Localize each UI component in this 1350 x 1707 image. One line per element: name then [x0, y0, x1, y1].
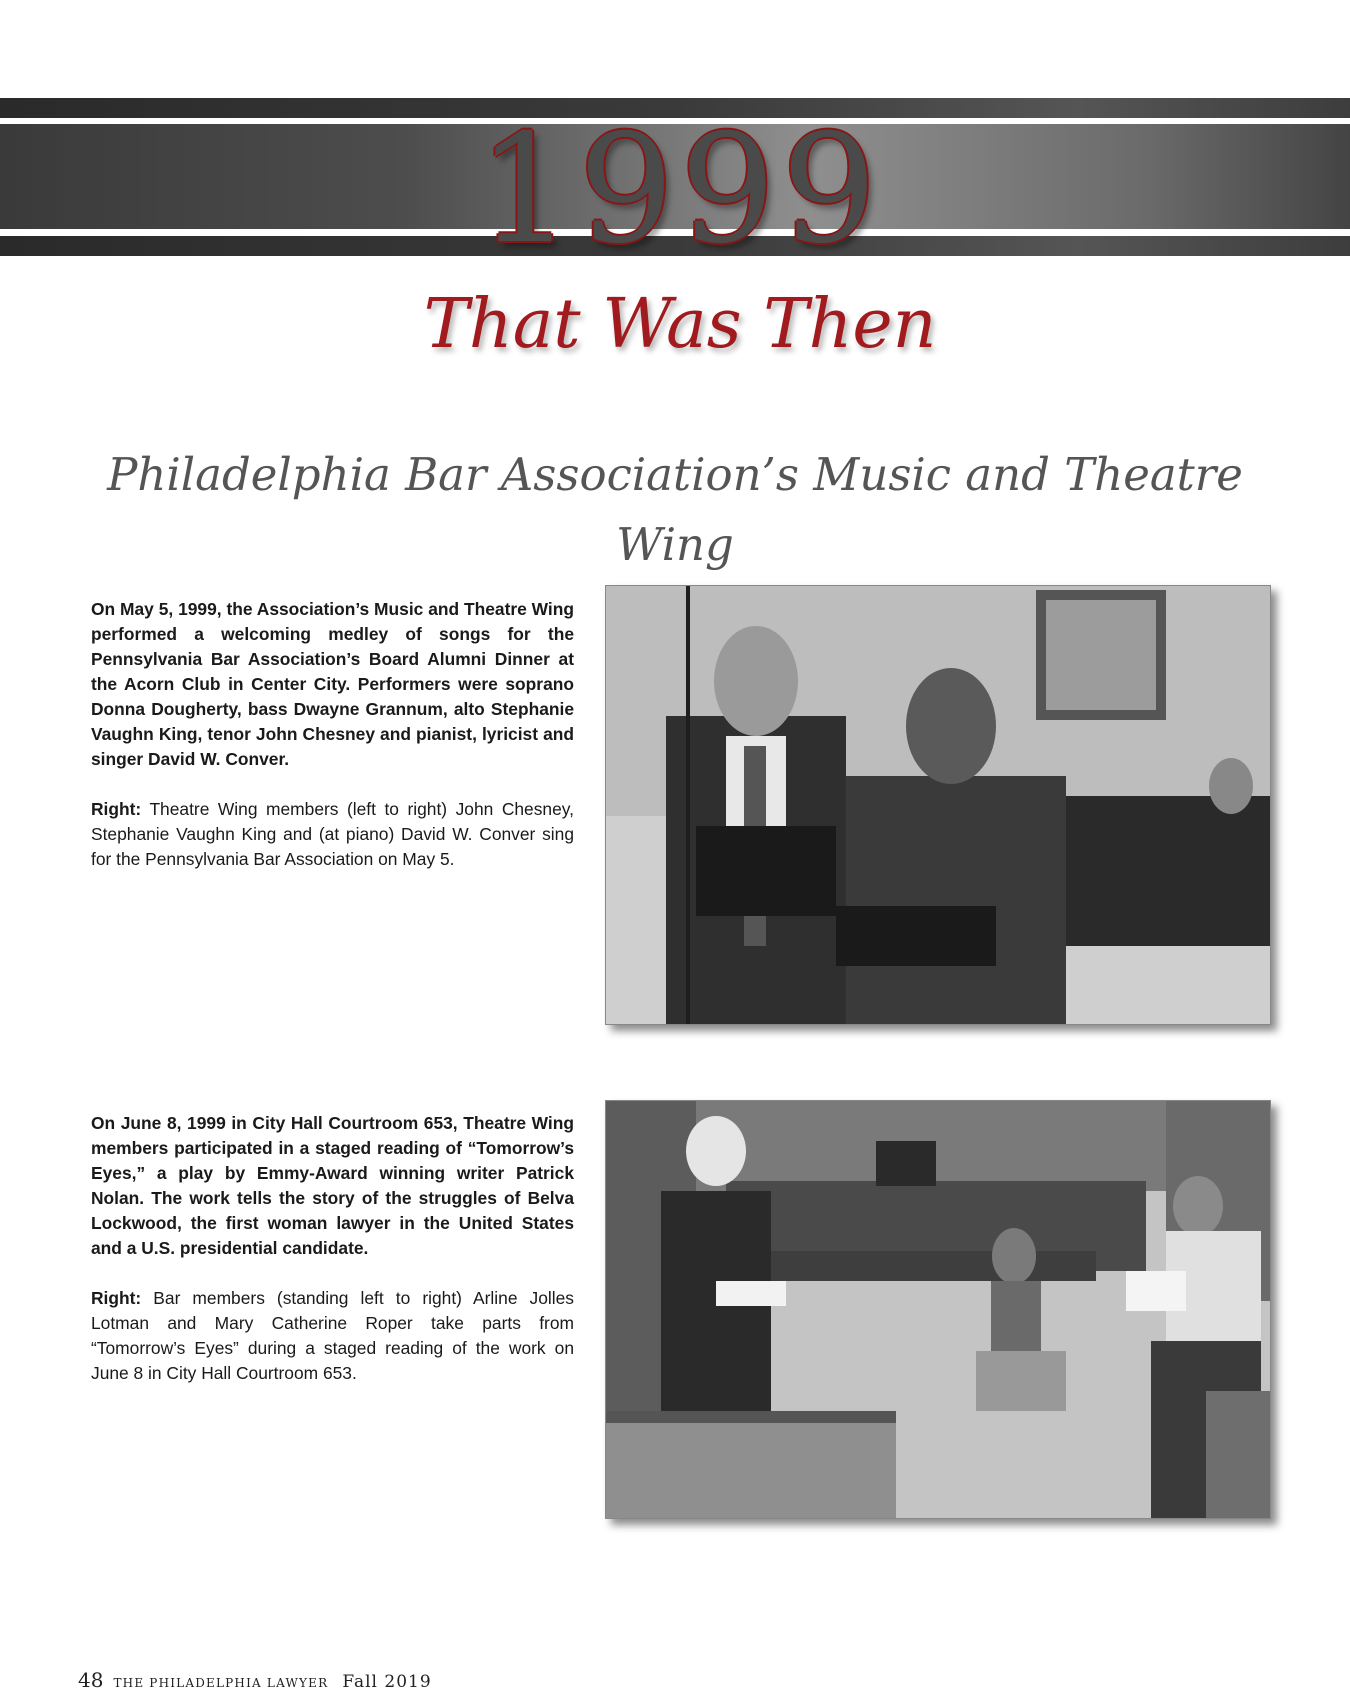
- issue-label: Fall 2019: [342, 1672, 432, 1692]
- caption-text: Theatre Wing members (left to right) John Chesney, Stephanie Vaughn King and (at piano) David W. Conver sing for the Pennsylvania Bar Association on May 5.: [91, 799, 574, 869]
- story-1: [91, 597, 574, 872]
- caption-label: Right:: [91, 799, 142, 819]
- article-heading: Philadelphia Bar Association’s Music and Theatre Wing: [107, 448, 1243, 571]
- photo-singers: [605, 585, 1271, 1025]
- page-footer: [78, 1668, 678, 1698]
- magazine-name: THE PHILADELPHIA LAWYER: [113, 1676, 329, 1690]
- story-2: [91, 1111, 574, 1386]
- story-1-caption: [91, 797, 574, 872]
- story-1-body: On May 5, 1999, the Association’s Music and Theatre Wing performed a welcoming medley of songs for the Pennsylvania Bar Association’s Board Alumni Dinner at the Acorn Club in Center City. Performers were soprano Donna Dougherty, bass Dwayne Grannum, alto Stephanie Vaughn King, tenor John Chesney and pianist, lyricist and singer David W. Conver.: [91, 599, 574, 769]
- page-number: 48: [78, 1668, 104, 1692]
- masthead-subtitle: That Was Then: [423, 285, 937, 364]
- story-2-body: On June 8, 1999 in City Hall Courtroom 653, Theatre Wing members participated in a staged reading of “Tomorrow’s Eyes,” a play by Emmy-Award winning writer Patrick Nolan. The work tells the story of the struggles of Belva Lockwood, the first woman lawyer in the United States and a U.S. presidential candidate.: [91, 1113, 574, 1258]
- caption-text: Bar members (standing left to right) Arline Jolles Lotman and Mary Catherine Roper take parts from “Tomorrow’s Eyes” during a staged reading of the work on June 8 in City Hall Courtroom 653.: [91, 1288, 575, 1383]
- masthead-year: 1999: [477, 103, 883, 277]
- photo-courtroom: [605, 1100, 1271, 1519]
- caption-label: Right:: [91, 1288, 142, 1308]
- story-2-caption: [91, 1286, 574, 1386]
